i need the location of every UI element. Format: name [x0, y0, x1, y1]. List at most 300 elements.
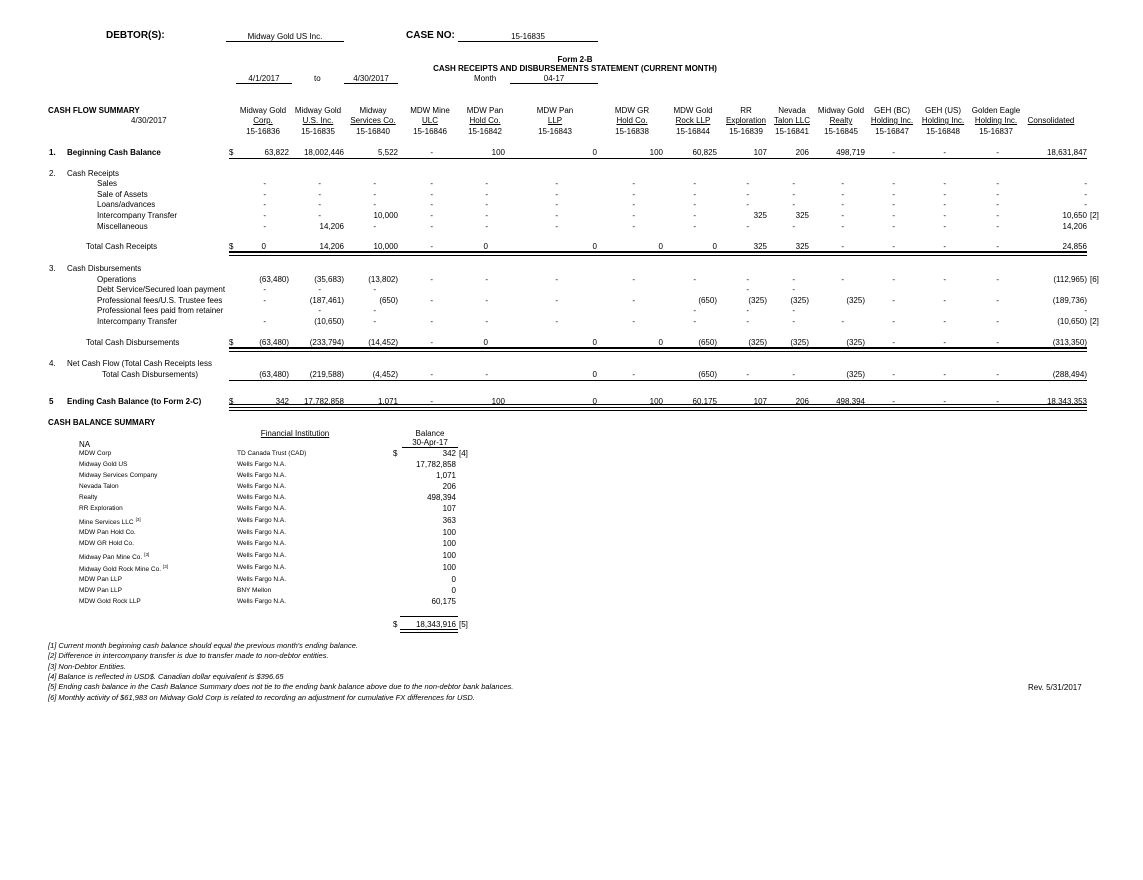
balance-value: 60,175: [431, 597, 456, 606]
cell-value: 325: [795, 242, 809, 251]
cell-value: -: [555, 317, 558, 326]
cell-value: -: [746, 200, 749, 209]
balance-header: Balance: [415, 429, 445, 438]
balance-institution: Wells Fargo N.A.: [237, 540, 287, 547]
balance-date: 30-Apr-17: [412, 438, 448, 447]
cell-value: -: [693, 190, 696, 199]
cell-value: -: [485, 179, 488, 188]
balance-entity-name: [79, 587, 122, 594]
cell-value: -: [746, 179, 749, 188]
balance-entity-footnote: [3]: [135, 517, 141, 522]
balance-institution: Wells Fargo N.A.: [237, 505, 287, 512]
cell-value: -: [746, 285, 749, 294]
balance-entity-label: MDW Pan LLP: [79, 587, 122, 594]
cell-value: -: [263, 211, 266, 220]
cell-value: 0: [712, 242, 717, 251]
column-header-line2: ULC: [421, 116, 438, 125]
cell-value: -: [841, 200, 844, 209]
cell-value: -: [892, 317, 895, 326]
cell-value: -: [943, 338, 946, 347]
cell-value: -: [943, 190, 946, 199]
cell-value: -: [373, 285, 376, 294]
cell-value: -: [693, 306, 696, 315]
column-header-line1: Golden Eagle: [971, 106, 1021, 115]
cell-value: (10,650): [1057, 317, 1087, 326]
cell-value: (13,802): [368, 275, 398, 284]
column-header-line1: Midway Gold: [294, 106, 342, 115]
balance-entity-label: Nevada Talon: [79, 483, 119, 490]
cell-value: -: [892, 397, 895, 406]
cell-value: -: [746, 275, 749, 284]
row-label: Ending Cash Balance (to Form 2-C): [67, 397, 202, 406]
cell-value: -: [892, 242, 895, 251]
net-rule: [229, 380, 1087, 381]
cell-value: -: [996, 222, 999, 231]
cell-value: -: [746, 306, 749, 315]
dollar-sign: $: [229, 397, 234, 406]
cell-value: -: [943, 179, 946, 188]
column-header-line2: Holding Inc.: [974, 116, 1018, 125]
cell-value: 100: [649, 397, 663, 406]
cell-value: -: [318, 306, 321, 315]
cell-value: (325): [748, 338, 767, 347]
cell-value: -: [430, 296, 433, 305]
cell-value: -: [263, 179, 266, 188]
cell-value: -: [693, 200, 696, 209]
cell-value: -: [996, 338, 999, 347]
cell-value: 0: [658, 242, 663, 251]
cell-value: (187,461): [309, 296, 344, 305]
column-header-case: 15-16843: [538, 127, 572, 136]
cell-value: -: [892, 190, 895, 199]
cell-value: -: [555, 222, 558, 231]
cell-value: -: [430, 275, 433, 284]
balance-entity-label: Mine Services LLC: [79, 519, 134, 527]
cell-value: -: [996, 275, 999, 284]
month-label: Month: [474, 74, 497, 83]
cell-value: 325: [753, 211, 767, 220]
cell-value: -: [373, 179, 376, 188]
cell-value: -: [996, 190, 999, 199]
cell-value: 63,822: [264, 148, 289, 157]
cell-value: -: [318, 179, 321, 188]
cell-value: -: [693, 179, 696, 188]
column-header-case: 15-16839: [729, 127, 763, 136]
footnote-line: [3] Non-Debtor Entities.: [48, 661, 126, 671]
cell-value: -: [555, 296, 558, 305]
column-header-case: 15-16836: [246, 127, 280, 136]
cell-value: -: [746, 190, 749, 199]
balance-entity-name: [79, 472, 157, 479]
cell-value: 100: [491, 148, 505, 157]
column-header-case: 15-16840: [356, 127, 390, 136]
cell-value: -: [841, 242, 844, 251]
cell-value: -: [841, 275, 844, 284]
column-header-line2: Holding Inc.: [921, 116, 965, 125]
balance-value: 342: [442, 449, 456, 458]
debtor-label: DEBTOR(S):: [106, 30, 165, 41]
balance-value: 363: [442, 516, 456, 525]
cell-value: -: [485, 190, 488, 199]
row-note: [2]: [1090, 211, 1099, 220]
balance-entity-footnote: [3]: [163, 564, 169, 569]
cell-value: -: [263, 317, 266, 326]
column-header-case: 15-16847: [875, 127, 909, 136]
cell-value: -: [943, 148, 946, 157]
cell-value: 0: [592, 338, 597, 347]
balance-entity-name: [79, 529, 136, 536]
date-to: 4/30/2017: [344, 74, 398, 84]
cell-value: (112,965): [1053, 275, 1087, 284]
cell-value: -: [485, 296, 488, 305]
case-number: 15-16835: [458, 32, 598, 42]
balance-entity-name: [79, 517, 141, 526]
row-number: 2.: [49, 169, 56, 178]
balance-value: 1,071: [435, 471, 456, 480]
cell-value: -: [996, 370, 999, 379]
column-header-line2: LLP: [547, 116, 563, 125]
cell-value: -: [485, 211, 488, 220]
cell-value: -: [996, 211, 999, 220]
cell-value: 0: [261, 242, 266, 251]
cell-value: -: [943, 370, 946, 379]
cell-value: (313,350): [1052, 338, 1087, 347]
cell-value: 0: [658, 338, 663, 347]
balance-entity-name: [79, 540, 134, 547]
cell-value: -: [792, 179, 795, 188]
column-header-case: 15-16845: [824, 127, 858, 136]
balance-total-dollar: $: [393, 620, 398, 629]
balance-entity-label: MDW Corp: [79, 450, 112, 457]
cell-value: 107: [753, 148, 767, 157]
balance-entity-label: Realty: [79, 494, 98, 501]
cell-value: -: [792, 200, 795, 209]
balance-institution: BNY Mellon: [237, 587, 272, 594]
balance-entity-name: [79, 494, 97, 501]
column-header-line2: Hold Co.: [469, 116, 501, 125]
debtor-name: Midway Gold US Inc.: [226, 32, 344, 42]
balance-institution: Wells Fargo N.A.: [237, 517, 287, 524]
balance-entity-name: [79, 450, 111, 457]
column-header-line2: Rock LLP: [675, 116, 711, 125]
cash-flow-summary-date: 4/30/2017: [131, 116, 167, 125]
cell-value: -: [943, 397, 946, 406]
cell-value: 498,719: [836, 148, 865, 157]
cell-value: 18,002,446: [303, 148, 344, 157]
cell-value: (63,480): [259, 275, 289, 284]
balance-value: 107: [442, 504, 456, 513]
row-label: Beginning Cash Balance: [67, 148, 161, 157]
total-double-rule: [229, 348, 1087, 352]
cell-value: -: [485, 317, 488, 326]
cell-value: (233,794): [309, 338, 344, 347]
cell-value: -: [318, 211, 321, 220]
balance-value: 498,394: [427, 493, 456, 502]
cell-value: -: [555, 190, 558, 199]
cell-value: -: [746, 317, 749, 326]
cell-value: (10,650): [314, 317, 344, 326]
balance-value: 0: [451, 586, 456, 595]
balance-note: [4]: [459, 449, 468, 458]
column-header-line2: Hold Co.: [616, 116, 648, 125]
cell-value: -: [555, 275, 558, 284]
cell-value: (650): [698, 338, 717, 347]
cell-value: (325): [790, 338, 809, 347]
column-header-case: 15-16837: [979, 127, 1013, 136]
cell-value: -: [746, 370, 749, 379]
cell-value: 18,631,847: [1046, 148, 1087, 157]
cell-value: (4,452): [372, 370, 398, 379]
balance-institution: Wells Fargo N.A.: [237, 461, 287, 468]
cell-value: 18,343,353: [1046, 397, 1087, 406]
balance-entity-label: MDW Pan LLP: [79, 576, 122, 583]
cell-value: -: [996, 397, 999, 406]
cell-value: -: [632, 179, 635, 188]
column-header-line1: MDW Mine: [410, 106, 450, 115]
footnote-line: [4] Balance is reflected in USD$. Canadian dollar equivalent is $396.65: [48, 671, 284, 681]
cell-value: -: [996, 200, 999, 209]
cell-value: -: [892, 200, 895, 209]
cell-value: (650): [698, 370, 717, 379]
cell-value: (219,588): [309, 370, 344, 379]
cell-value: -: [792, 370, 795, 379]
case-label: CASE NO:: [406, 30, 455, 41]
balance-institution: TD Canada Trust (CAD): [237, 450, 307, 457]
cell-value: -: [318, 285, 321, 294]
cell-value: 107: [753, 397, 767, 406]
cell-value: -: [430, 370, 433, 379]
cell-value: -: [1084, 200, 1087, 209]
balance-dollar: $: [393, 449, 398, 458]
cell-value: -: [693, 317, 696, 326]
cell-value: -: [996, 148, 999, 157]
footnote-line: [6] Monthly activity of $61,983 on Midway Gold Corp is related to recording an adjustment for cumulative FX differences for USD.: [48, 692, 475, 702]
cell-value: -: [632, 370, 635, 379]
cell-value: -: [841, 211, 844, 220]
total-rule: [229, 404, 1087, 405]
cell-value: (14,452): [368, 338, 398, 347]
total-double-rule: [229, 252, 1087, 256]
cell-value: -: [693, 211, 696, 220]
balance-entity-name: [79, 552, 149, 561]
balance-total-rule: [400, 616, 458, 617]
cell-value: 10,650: [1062, 211, 1087, 220]
cell-value: -: [430, 190, 433, 199]
cell-value: -: [943, 200, 946, 209]
cell-value: -: [943, 242, 946, 251]
cell-value: -: [430, 222, 433, 231]
cell-value: -: [792, 275, 795, 284]
column-header-case: 15-16844: [676, 127, 710, 136]
cell-value: 0: [592, 397, 597, 406]
footnote-line: [2] Difference in intercompany transfer is due to transfer made to non-debtor entities.: [48, 651, 329, 661]
cell-value: -: [632, 275, 635, 284]
column-header-case: 15-16835: [301, 127, 335, 136]
cell-value: (325): [846, 338, 865, 347]
cell-value: (650): [698, 296, 717, 305]
cell-value: -: [1084, 179, 1087, 188]
row-label: Sale of Assets: [97, 190, 148, 199]
cell-value: -: [841, 317, 844, 326]
balance-institution: Wells Fargo N.A.: [237, 552, 287, 559]
balance-value: 100: [442, 563, 456, 572]
column-header-line1: GEH (BC): [874, 106, 910, 115]
cell-value: (189,736): [1052, 296, 1087, 305]
footnote-line: [1] Current month beginning cash balance should equal the previous month's ending balance.: [48, 641, 358, 650]
column-header-line1: GEH (US): [925, 106, 961, 115]
cash-balance-summary-title: CASH BALANCE SUMMARY: [48, 418, 156, 427]
balance-value: 100: [442, 539, 456, 548]
beginning-rule: [229, 158, 1087, 159]
column-header-line2: Realty: [829, 116, 853, 125]
cell-value: (325): [846, 370, 865, 379]
cell-value: -: [1084, 306, 1087, 315]
cell-value: -: [430, 338, 433, 347]
cell-value: -: [792, 306, 795, 315]
row-note: [6]: [1090, 275, 1099, 284]
balance-institution: Wells Fargo N.A.: [237, 529, 287, 536]
cell-value: -: [892, 338, 895, 347]
cell-value: -: [996, 317, 999, 326]
cell-value: -: [841, 222, 844, 231]
row-label: Cash Receipts: [67, 169, 120, 178]
cell-value: 342: [275, 397, 289, 406]
cell-value: 10,000: [373, 211, 398, 220]
row-number: 3.: [49, 264, 56, 273]
cell-value: 17,782,858: [303, 397, 344, 406]
balance-value: 100: [442, 528, 456, 537]
cell-value: -: [263, 190, 266, 199]
cell-value: -: [1084, 190, 1087, 199]
cell-value: 0: [592, 242, 597, 251]
cell-value: -: [430, 200, 433, 209]
cell-value: -: [996, 296, 999, 305]
row-label: Professional fees/U.S. Trustee fees: [97, 296, 223, 305]
cell-value: -: [555, 179, 558, 188]
cell-value: -: [632, 296, 635, 305]
cell-value: 0: [483, 242, 488, 251]
balance-entity-name: [79, 461, 127, 468]
column-header-case: 15-16838: [615, 127, 649, 136]
cash-flow-summary-title: CASH FLOW SUMMARY: [48, 106, 140, 115]
balance-value: 0: [451, 575, 456, 584]
cell-value: 325: [753, 242, 767, 251]
column-header-line1: MDW Pan: [466, 106, 504, 115]
cell-value: -: [792, 317, 795, 326]
dollar-sign: $: [229, 242, 234, 251]
balance-entity-name: [79, 564, 168, 573]
ending-double-rule: [229, 407, 1087, 411]
cell-value: -: [892, 370, 895, 379]
cell-value: -: [485, 275, 488, 284]
row-label: Sales: [97, 179, 118, 188]
cell-value: 24,856: [1062, 242, 1087, 251]
cell-value: -: [943, 222, 946, 231]
balance-entity-label: Midway Gold Rock Mine Co.: [79, 566, 161, 574]
footnote-line: [5] Ending cash balance in the Cash Balance Summary does not tie to the ending bank balance above due to the non-debtor bank balances.: [48, 682, 514, 692]
balance-value: 206: [442, 482, 456, 491]
cell-value: 5,522: [377, 148, 398, 157]
row-label: Miscellaneous: [97, 222, 148, 231]
balance-entity-label: Midway Services Company: [79, 472, 158, 479]
cell-value: -: [943, 296, 946, 305]
cell-value: 0: [592, 370, 597, 379]
balance-institution: Wells Fargo N.A.: [237, 564, 287, 571]
cell-value: -: [841, 179, 844, 188]
column-header-line2: U.S. Inc.: [302, 116, 334, 125]
cell-value: -: [263, 222, 266, 231]
row-label: Debt Service/Secured loan payment: [97, 285, 226, 294]
column-header-case: 15-16841: [775, 127, 809, 136]
column-header-case: 15-16846: [413, 127, 447, 136]
cell-value: -: [892, 179, 895, 188]
row-label: Net Cash Flow (Total Cash Receipts less: [67, 359, 212, 368]
cell-value: -: [943, 211, 946, 220]
balance-value: 100: [442, 551, 456, 560]
cell-value: -: [892, 148, 895, 157]
balance-institution: Wells Fargo N.A.: [237, 598, 287, 605]
cell-value: -: [373, 317, 376, 326]
balance-header-rule: [402, 447, 458, 448]
cell-value: -: [841, 190, 844, 199]
column-header-line1: Midway Gold: [239, 106, 287, 115]
row-number: 1.: [49, 148, 56, 157]
cell-value: -: [996, 242, 999, 251]
cell-value: 206: [795, 397, 809, 406]
cell-value: -: [263, 200, 266, 209]
cell-value: (325): [790, 296, 809, 305]
column-header-line1: MDW Pan: [536, 106, 574, 115]
cell-value: 100: [649, 148, 663, 157]
balance-na-label: NA: [79, 440, 91, 449]
row-label: Total Cash Receipts: [86, 242, 158, 251]
row-label: Total Cash Disbursements: [86, 338, 180, 347]
cell-value: (325): [748, 296, 767, 305]
cell-value: -: [632, 317, 635, 326]
cell-value: -: [318, 200, 321, 209]
cell-value: -: [792, 190, 795, 199]
column-header-case: 15-16842: [468, 127, 502, 136]
balance-total-double-rule: [400, 629, 458, 633]
cell-value: -: [693, 222, 696, 231]
balance-entity-label: MDW GR Hold Co.: [79, 540, 134, 547]
cell-value: -: [318, 190, 321, 199]
column-header-line2: Exploration: [725, 116, 767, 125]
balance-institution: Wells Fargo N.A.: [237, 483, 287, 490]
dollar-sign: $: [229, 148, 234, 157]
cell-value: -: [943, 275, 946, 284]
cell-value: 206: [795, 148, 809, 157]
balance-institution: Wells Fargo N.A.: [237, 494, 287, 501]
cell-value: -: [430, 242, 433, 251]
row-label: Operations: [97, 275, 137, 284]
balance-entity-footnote: [3]: [144, 552, 150, 557]
column-header-line2: Corp.: [253, 116, 273, 125]
row-label: Cash Disbursements: [67, 264, 142, 273]
cell-value: -: [430, 397, 433, 406]
cell-value: 0: [592, 148, 597, 157]
balance-institution: Wells Fargo N.A.: [237, 472, 287, 479]
row-number: 5: [49, 397, 54, 406]
cell-value: 10,000: [373, 242, 398, 251]
column-header-line2: Consolidated: [1027, 116, 1075, 125]
cell-value: -: [943, 317, 946, 326]
cell-value: -: [892, 222, 895, 231]
cell-value: -: [996, 179, 999, 188]
balance-entity-label: Midway Pan Mine Co.: [79, 554, 143, 562]
cell-value: (63,480): [259, 370, 289, 379]
cell-value: -: [632, 222, 635, 231]
